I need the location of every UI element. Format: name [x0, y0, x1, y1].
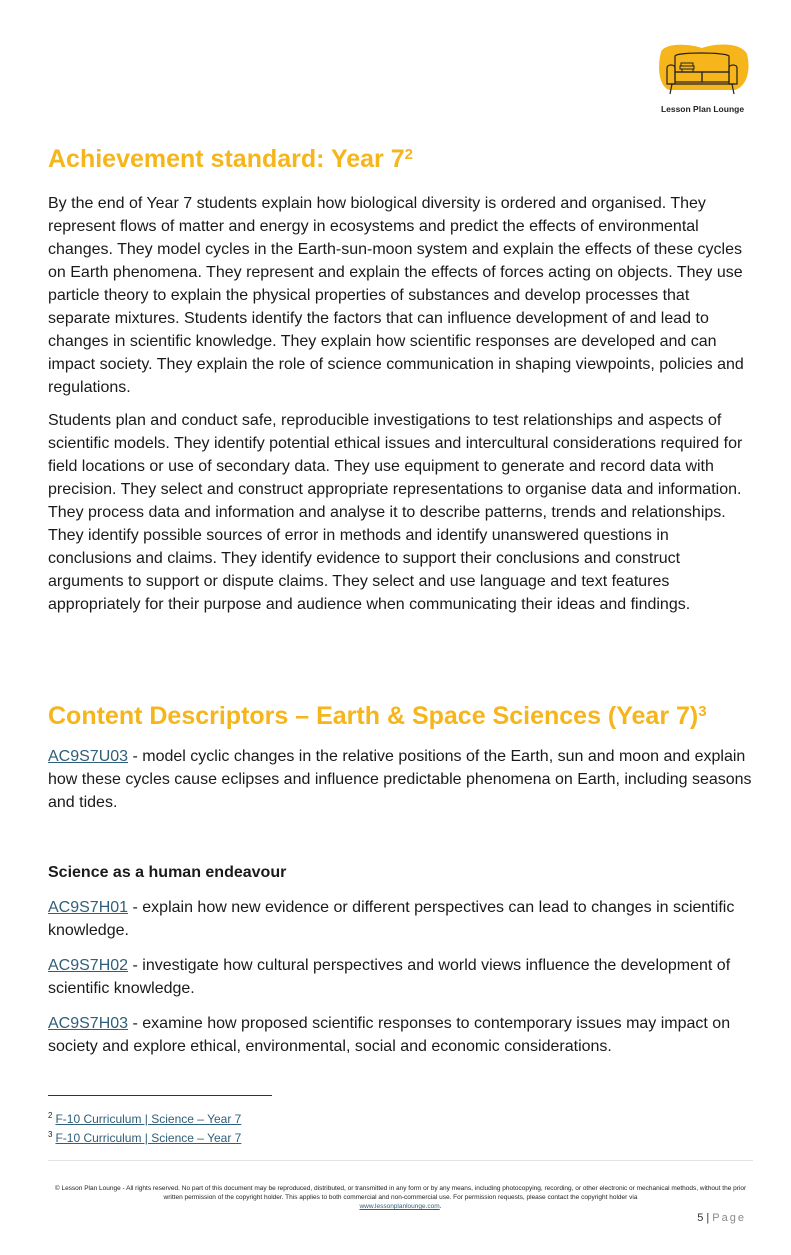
achievement-heading: Achievement standard: Year $7^2$ [48, 145, 413, 173]
ac9s7h01-link[interactable]: AC9S7H01 [48, 899, 129, 916]
footnote-divider [48, 1095, 272, 1096]
content-descriptors-heading: Content Descriptors – Earth & Space Sciences (Year 7)$^3$ [48, 702, 707, 730]
achievement-paragraph-2: Students plan and conduct safe, reproducible investigations to test relationships and aspects of scientific models. They identify potential ethical issues and intercultural considerations required for field locations or use of secondary data. They use equipment to generate and record data with precision. They select and construct appropriate representations to organise data and information. They process data and information and analyse it to describe patterns, trends and relationships. They identify possible sources of error in methods and identify unanswered questions in conclusions and claims. They identify evidence to support their conclusions and construct arguments to support or dispute claims. They select and use language and text features appropriately for their purpose and audience when communicating their ideas and findings. [48, 412, 743, 613]
website-link[interactable]: www.lessonplanlounge.com [359, 1203, 440, 1210]
ac9s7h03-text: - examine how proposed scientific responses to contemporary issues may impact on society and explore ethical, environmental, social and economic considerations. [48, 1015, 731, 1055]
page-number: 5 | Page [697, 1212, 746, 1224]
achievement-paragraph-1: By the end of Year 7 students explain how biological diversity is ordered and organised. They represent flows of matter and energy in ecosystems and predict the effects of environmental changes. They model cycles in the Earth-sun-moon system and explain the effects of these cycles on Earth phenomena. They represent and explain the effects of forces acting on objects. They use particle theory to explain the physical properties of substances and develop processes that separate mixtures. Students identify the factors that can influence development of and lead to changes in scientific knowledge. They explain how scientific responses are developed and can impact society. They explain the role of science communication in shaping viewpoints, policies and regulations. [48, 195, 744, 396]
ac9s7h01-text: - explain how new evidence or different perspectives can lead to changes in scientific knowledge. [48, 899, 735, 939]
footnote-2: $^2$ F-10 Curriculum | Science – Year 7 [48, 1111, 242, 1126]
lesson-plan-lounge-logo [655, 42, 750, 117]
footer-divider [48, 1160, 753, 1161]
sofa-icon [655, 42, 750, 104]
footnote-2-link[interactable]: F-10 Curriculum | Science – Year 7 [55, 1112, 242, 1126]
footnote-ref-3[interactable]: 3 [698, 703, 707, 720]
descriptor-ac9s7u03 [48, 745, 753, 814]
footnote-ref-2[interactable]: 2 [404, 146, 413, 163]
logo-text: Lesson Plan Lounge [660, 104, 745, 114]
descriptor-ac9s7h03 [48, 1012, 753, 1058]
footnote-3-link[interactable]: F-10 Curriculum | Science – Year 7 [55, 1131, 242, 1145]
descriptor-ac9s7h01 [48, 896, 753, 942]
descriptor-ac9s7h02 [48, 954, 753, 1000]
human-endeavour-subheading: Science as a human endeavour [48, 864, 287, 881]
ac9s7u03-link[interactable]: AC9S7U03 [48, 748, 129, 765]
ac9s7u03-text: - model cyclic changes in the relative positions of the Earth, sun and moon and explain how these cycles cause eclipses and influence predictable phenomena on Earth, including seasons and tides. [48, 748, 752, 811]
ac9s7h03-link[interactable]: AC9S7H03 [48, 1015, 129, 1032]
ac9s7h02-text: - investigate how cultural perspectives and world views influence the development of scientific knowledge. [48, 957, 731, 997]
copyright-notice: © Lesson Plan Lounge - All rights reserved. No part of this document may be reproduced, distributed, or transmitted in any form or by any means, including photocopying, recording, or other electronic or mechanical methods, without the prior written permission of the copyright holder. This applies to both commercial and non-commercial use. For permission requests, please contact the copyright holder via www.lessonplanlounge.com. [54, 1185, 747, 1210]
ac9s7h02-link[interactable]: AC9S7H02 [48, 957, 129, 974]
footnote-3: $^3$ F-10 Curriculum | Science – Year 7 [48, 1130, 242, 1145]
